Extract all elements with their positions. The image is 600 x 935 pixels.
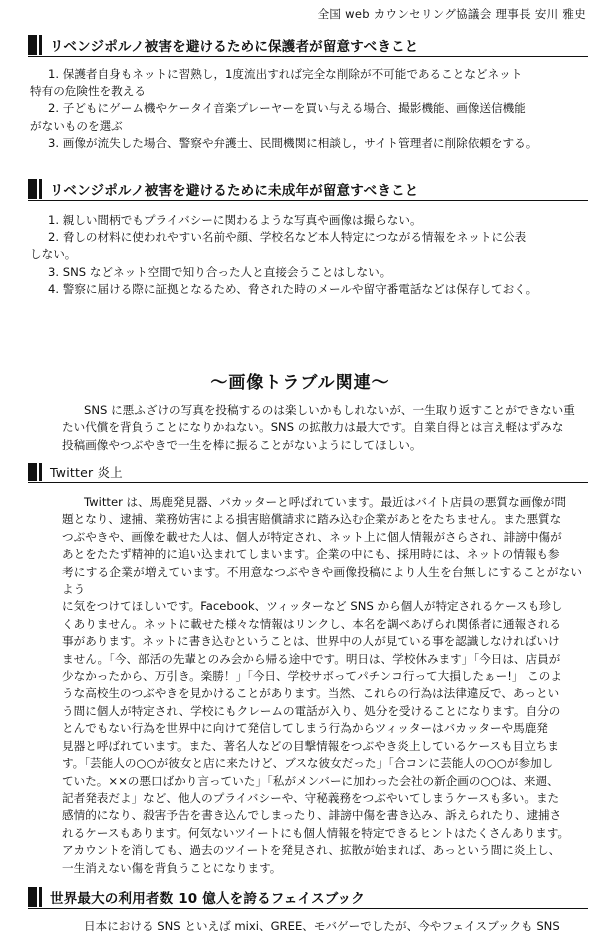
list-item: 3. SNS などネット空間で知り合った人と直接会うことはしない。 — [48, 264, 392, 279]
list-item: 1. 親しい間柄でもプライバシーに関わるような写真や画像は撮らない。 — [48, 213, 422, 227]
heading-bar-thin-icon — [39, 35, 42, 55]
text-line: Twitter は、馬鹿発見器、バカッターと呼ばれています。最近はバイト店員の悪質な画像が問 — [84, 495, 567, 509]
section-heading-facebook — [28, 886, 588, 909]
text-line: 少なかったから、万引き。楽勝！」「今日、学校サボってパチンコ行って大損したぁー!」 このよ — [62, 669, 562, 684]
text-line: れるケースもあります。何気ないツイートにも個人情報を特定できるヒントはたくさんあります。 — [62, 825, 570, 840]
text-line: す。「芸能人の○○が彼女と店に来たけど、ブスな彼女だった」「合コンに芸能人の○○が参加し — [62, 756, 554, 771]
text-line: 投稿画像やつぶやきで一生を棒に振ることがないようにしてほしい。 — [62, 437, 422, 452]
section-title: 世界最大の利用者数 10 億人を誇るフェイスブック — [50, 891, 365, 907]
heading-bar-icon — [28, 35, 37, 55]
text-line: アカウントを消しても、過去のツイートを発見され、拡散が始まれば、あっという間に炎上し、 — [62, 843, 561, 858]
text-line: うな高校生のつぶやきを見かけることがあります。当然、これらの行為は法律違反で、あっとい — [62, 686, 560, 701]
list-item-continuation: 特有の危険性を教える — [30, 84, 146, 99]
section-title: Twitter 炎上 — [50, 465, 123, 480]
text-line: 見器と呼ばれています。また、著名人などの目撃情報をつぶやき炎上しているケースも目立ちま — [62, 738, 560, 753]
page-title: ～画像トラブル関連～ — [210, 373, 390, 393]
text-line: SNS に悪ふざけの写真を投稿するのは楽しいかもしれないが、一生取り返すことができない重 — [84, 403, 575, 417]
list-item: 4. 警察に届ける際に証拠となるため、脅された時のメールや留守番電話などは保存しておく。 — [48, 281, 538, 296]
section-heading-guardian — [28, 34, 588, 57]
heading-bar-icon — [28, 179, 37, 199]
section-title: リベンジポルノ被害を避けるために未成年が留意すべきこと — [50, 183, 419, 199]
minor-list — [30, 212, 588, 298]
list-item-continuation: しない。 — [30, 247, 77, 262]
twitter-paragraph — [62, 494, 582, 877]
intro-paragraph — [62, 402, 582, 454]
list-item: 3. 画像が流失した場合、警察や弁護士、民間機関に相談し，サイト管理者に削除依頼をする。 — [48, 135, 538, 150]
text-line: つぶやきや、画像を載せた人は、個人が特定され、ネット上に個人情報がさらされ、誹謗中傷が — [62, 529, 562, 544]
text-line: 考にする企業が増えています。不用意なつぶやきや画像投稿により人生を台無しにすることがないよう — [62, 564, 582, 597]
author-header: 全国 web カウンセリング協議会 理事長 安川 雅史 — [317, 7, 586, 21]
text-line: 感情的になり、殺害予告を書き込んでしまったり、誹謗中傷を書き込み、訴えられたり、逮捕さ — [62, 808, 562, 823]
text-line: ていた。××の悪口ばかり言っていた」「私がメンバーに加わった会社の新企画の○○は、来週、 — [62, 773, 559, 788]
list-item: 2. 脅しの材料に使われやすい名前や顔、学校名など本人特定につながる情報をネットに公表 — [48, 230, 527, 245]
heading-bar-thin-icon — [39, 887, 42, 907]
text-line: あとをたたず精神的に追い込まれてしまいます。企業の中にも、採用時には、ネットの情報も参 — [62, 547, 560, 562]
section-heading-minor — [28, 178, 588, 201]
guardian-list — [30, 66, 588, 152]
text-line: う間に個人が特定され、学校にもクレームの電話が入り、処分を受けることになります。自分の — [62, 703, 561, 718]
heading-bar-thin-icon — [39, 463, 42, 481]
text-line: とんでもない行為を世界中に向けて発信してしまう行為からツィッターはバカッターや馬鹿発 — [62, 721, 548, 736]
text-line: 日本における SNS といえば mixi、GREE、モバゲーでしたが、今やフェイスブックも SNS — [84, 919, 560, 933]
text-line: 記者発表だよ」など、他人のプライバシーや、守秘義務をつぶやいてしまうケースも多い。また — [62, 790, 560, 805]
text-line: に気をつけてほしいです。Facebook、ツィッターなど SNS から個人が特定されるケースも珍し — [62, 599, 563, 614]
text-line: 題となり、逮捕、業務妨害による損害賠償請求に踏み込む企業があとをたちません。また悪質な — [62, 512, 562, 527]
section-title: リベンジポルノ被害を避けるために保護者が留意すべきこと — [50, 39, 419, 55]
text-line: ません。「今、部活の先輩とのみ会から帰る途中です。明日は、学校休みます」「今日は、店員が — [62, 651, 561, 666]
list-item: 2. 子どもにゲーム機やケータイ音楽プレーヤーを買い与える場合、撮影機能、画像送信機能 — [48, 101, 526, 116]
text-line: 事があります。ネットに書き込むということは、世界中の人が見ている事を認識しなければいけ — [62, 634, 560, 649]
facebook-partial-line — [62, 918, 582, 935]
heading-bar-icon — [28, 463, 37, 481]
text-line: くありません。ネットに載せた様々な情報はリンクし、本名を調べあげられ関係者に通報される — [62, 616, 561, 631]
list-item-continuation: がないものを選ぶ — [30, 118, 123, 133]
heading-bar-thin-icon — [39, 179, 42, 199]
heading-bar-icon — [28, 887, 37, 907]
list-item: 1. 保護者自身もネットに習熟し，1度流出すれば完全な削除が不可能であることなどネット — [48, 67, 523, 81]
text-line: 一生消えない傷を背負うことになります。 — [62, 860, 282, 875]
text-line: たい代償を背負うことになりかねない。SNS の拡散力は最大です。自業自得とは言え軽はずみな — [62, 420, 564, 435]
section-heading-twitter — [28, 462, 588, 483]
